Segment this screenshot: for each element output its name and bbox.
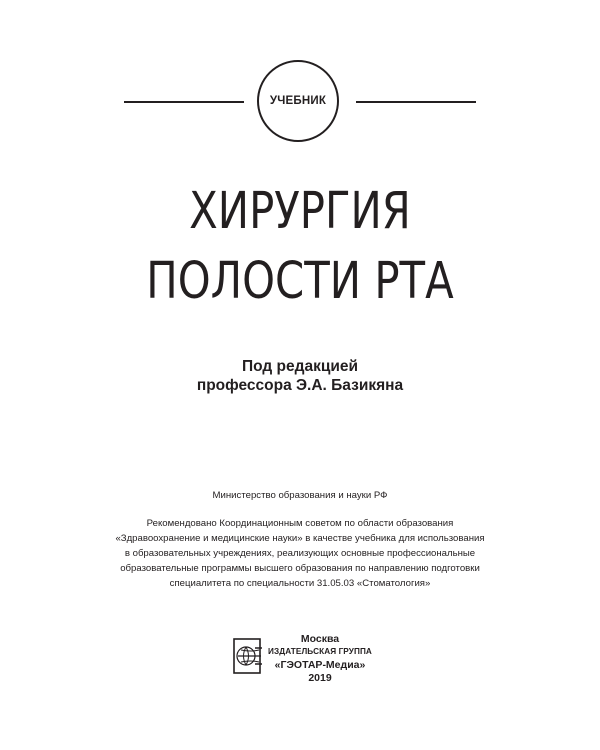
recommendation-line: «Здравоохранение и медицинские науки» в качестве учебника для использования (115, 533, 485, 544)
badge-divider-left (124, 101, 244, 103)
textbook-badge (257, 60, 339, 142)
recommendation-line: образовательные программы высшего образования по направлению подготовки (120, 563, 480, 574)
book-title-line-1: ХИРУРГИЯ (189, 182, 411, 241)
publisher-name: «ГЭОТАР-Медиа» (274, 659, 366, 671)
editor-line-2: профессора Э.А. Базикяна (196, 377, 404, 394)
recommendation-line: Рекомендовано Координационным советом по области образования (146, 518, 454, 529)
ministry-line: Министерство образования и науки РФ (212, 490, 388, 501)
geotar-media-logo-icon (233, 638, 263, 676)
publisher-block (262, 633, 378, 685)
publisher-group: ИЗДАТЕЛЬСКАЯ ГРУППА (268, 647, 372, 656)
recommendation-block (0, 516, 600, 591)
book-title-line-2: ПОЛОСТИ РТА (146, 252, 454, 311)
recommendation-line: специалитета по специальности 31.05.03 «Стоматология» (169, 578, 431, 589)
recommendation-line: в образовательных учреждениях, реализующих основные профессиональные (124, 548, 476, 559)
editor-line-1: Под редакцией (241, 358, 359, 375)
textbook-badge-label: УЧЕБНИК (269, 95, 327, 107)
badge-divider-right (356, 101, 476, 103)
publication-year: 2019 (308, 672, 332, 684)
publisher-city: Москва (300, 633, 340, 645)
